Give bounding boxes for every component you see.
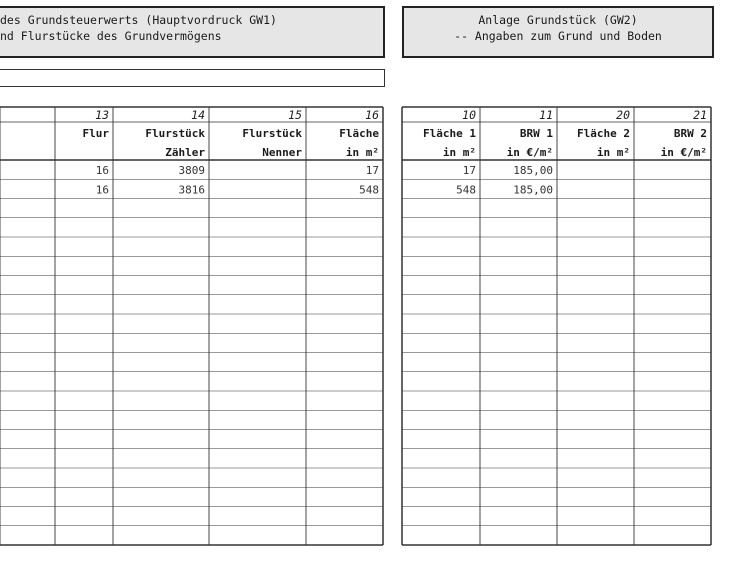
header-right-line-1: Anlage Grundstück (GW2) [478, 13, 638, 27]
left-table-cell: 3816 [178, 183, 205, 197]
right-column-label: BRW 1 [519, 127, 553, 140]
header-right-line-2: -- Angaben zum Grund und Boden [454, 29, 662, 43]
left-column-number: 15 [288, 108, 302, 122]
left-column-unit: Zähler [165, 146, 205, 159]
right-column-label: Fläche 2 [577, 127, 630, 140]
left-column-label: Fläche [339, 127, 379, 140]
right-column-number: 20 [616, 108, 630, 122]
right-column-number: 10 [462, 108, 476, 122]
left-column-unit: in m² [345, 146, 379, 159]
left-table-cell: 17 [365, 164, 379, 177]
right-column-unit: in m² [596, 146, 630, 159]
right-column-label: BRW 2 [673, 127, 707, 140]
left-column-unit: Nenner [262, 146, 302, 159]
left-table-cell: 16 [95, 164, 109, 177]
right-table-cell: 17 [462, 164, 476, 177]
left-column-number: 16 [365, 108, 379, 122]
right-column-label: Fläche 1 [423, 127, 476, 140]
header-left-line-2: nd Flurstücke des Grundvermögens [0, 29, 222, 43]
left-column-number: 13 [95, 108, 109, 122]
left-column-number: 14 [191, 108, 205, 122]
right-table-cell: 185,00 [513, 183, 553, 197]
header-left-line-1: des Grundsteuerwerts (Hauptvordruck GW1) [0, 13, 277, 27]
right-table-cell: 548 [456, 183, 476, 197]
right-column-unit: in €/m² [506, 146, 553, 159]
right-column-number: 11 [539, 108, 553, 122]
right-table-cell: 185,00 [513, 164, 553, 177]
left-table-cell: 16 [95, 183, 109, 197]
left-column-label: Flur [82, 127, 109, 140]
left-column-label: Flurstück [145, 127, 205, 140]
right-column-number: 21 [693, 108, 707, 122]
right-column-unit: in €/m² [660, 146, 707, 159]
left-table-cell: 3809 [178, 164, 205, 177]
left-table-cell: 548 [359, 183, 379, 197]
right-column-unit: in m² [442, 146, 476, 159]
left-column-label: Flurstück [242, 127, 302, 140]
